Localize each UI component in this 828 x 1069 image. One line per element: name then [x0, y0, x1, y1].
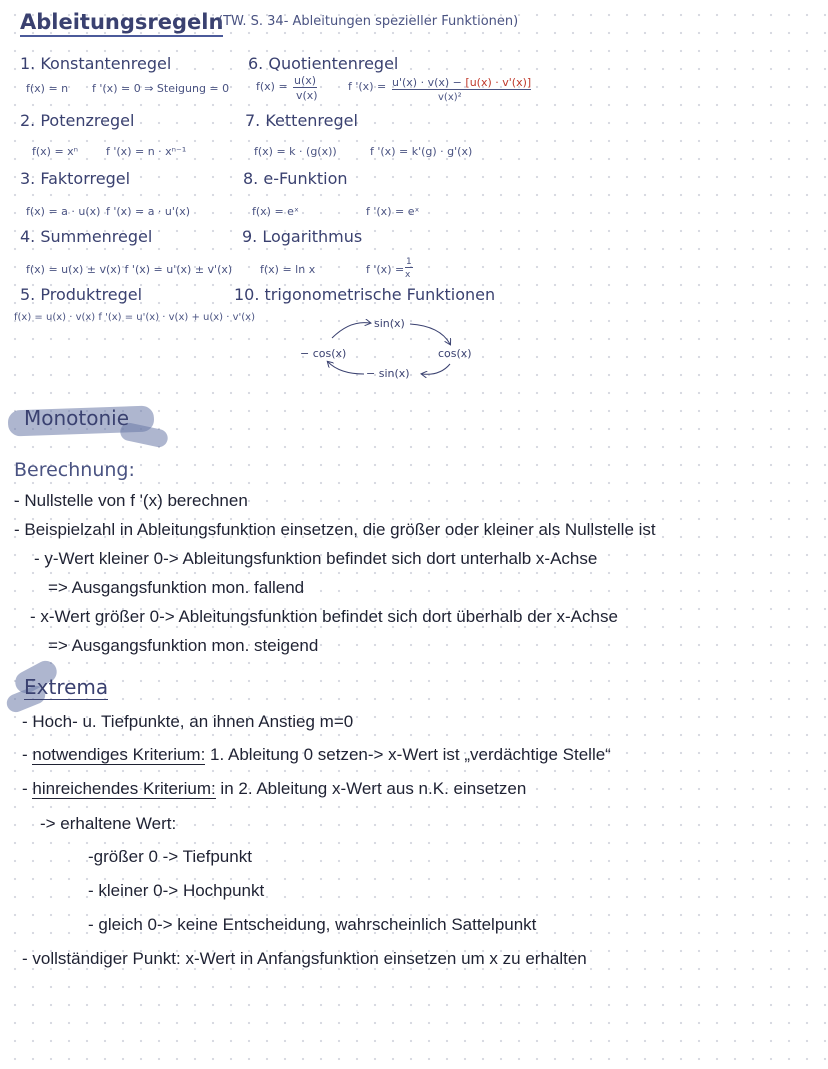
rule-8-f: f(x) = eˣ [252, 205, 299, 218]
arrow-to-sin [332, 323, 370, 338]
rule-6-f-num: u(x) [294, 74, 317, 87]
hinreichendes-kriterium-label: hinreichendes Kriterium: [32, 779, 216, 798]
arrow-to-cos [410, 324, 450, 344]
trig-neg-sin: − sin(x) [366, 367, 410, 380]
rule-6-fprime-lhs: f '(x) = [348, 80, 387, 93]
rule-8-title: 8. e-Funktion [243, 169, 348, 188]
rule-7-f: f(x) = k · (g(x)) [254, 145, 337, 158]
rule-6-f-lhs: f(x) = [256, 80, 288, 93]
rule-1-fprime: f '(x) = 0 ⇒ Steigung = 0 [92, 82, 230, 95]
rule-2-title: 2. Potenzregel [20, 111, 135, 130]
rule-6-fprime-num [392, 76, 531, 90]
rule-4-formula: f(x) = u(x) ± v(x) f '(x) = u'(x) ± v'(x) [26, 263, 233, 276]
monotonie-line-5: - x-Wert größer 0-> Ableitungsfunktion befindet sich dort überhalb der x-Achse [30, 607, 618, 626]
rule-2-fprime: f '(x) = n · xⁿ⁻¹ [106, 145, 187, 158]
monotonie-line-4: => Ausgangsfunktion mon. fallend [48, 578, 305, 597]
trig-sin: sin(x) [374, 317, 405, 330]
textbook-reference: (TW. S. 34- Ableitungen spezieller Funktionen) [218, 14, 519, 29]
rule-6-num-a: u'(x) · v(x) − [392, 76, 462, 89]
rule-9-title: 9. Logarithmus [242, 227, 363, 246]
extrema-line-8: - vollständiger Punkt: x-Wert in Anfangsfunktion einsetzen um x zu erhalten [22, 949, 587, 968]
extrema-line-5: -größer 0 -> Tiefpunkt [88, 847, 252, 866]
trig-cos: cos(x) [438, 347, 472, 360]
rule-5-title: 5. Produktregel [20, 285, 143, 304]
rule-3-title: 3. Faktorregel [20, 169, 131, 188]
rule-2-f: f(x) = xⁿ [32, 145, 79, 158]
rule-10-title: 10. trigonometrische Funktionen [234, 285, 496, 304]
monotonie-line-1: - Nullstelle von f '(x) berechnen [14, 491, 248, 510]
rule-9-fprime-num: 1 [406, 257, 412, 267]
rule-9-fprime-lhs: f '(x) = [366, 263, 405, 276]
rule-6-num-b: [u(x) · v'(x)] [465, 76, 532, 89]
rule-6-title: 6. Quotientenregel [248, 54, 399, 73]
rule-4-title: 4. Summenregel [20, 227, 153, 246]
rule-8-fprime: f '(x) = eˣ [366, 205, 420, 218]
extrema-line-1: - Hoch- u. Tiefpunkte, an ihnen Anstieg m=0 [22, 712, 354, 731]
rule-7-fprime: f '(x) = k'(g) · g'(x) [370, 145, 473, 158]
arrow-to-neg-cos [328, 362, 364, 374]
rule-3-f: f(x) = a · u(x) [26, 205, 101, 218]
calc-label: Berechnung: [14, 459, 135, 481]
rule-3-fprime: f '(x) = a · u'(x) [106, 205, 191, 218]
rule-1-f: f(x) = n [26, 82, 69, 95]
arrow-to-neg-sin [422, 364, 450, 374]
monotonie-title: Monotonie [24, 406, 130, 430]
rule-5-formula: f(x) = u(x) · v(x) f '(x) = u'(x) · v(x) + u(x) · v'(x) [14, 312, 255, 323]
extrema-line-2: - notwendiges Kriterium: 1. Ableitung 0 setzen-> x-Wert ist „verdächtige Stelle“ [22, 745, 611, 764]
rule-6-fprime-den: v(x)² [438, 92, 462, 103]
rule-1-title: 1. Konstantenregel [20, 54, 172, 73]
rule-6-f-den: v(x) [296, 89, 318, 102]
rule-7-title: 7. Kettenregel [245, 111, 358, 130]
notwendiges-kriterium-label: notwendiges Kriterium: [32, 745, 206, 764]
monotonie-line-3: - y-Wert kleiner 0-> Ableitungsfunktion befindet sich dort unterhalb x-Achse [34, 549, 598, 568]
extrema-line-3: - hinreichendes Kriterium: in 2. Ableitung x-Wert aus n.K. einsetzen [22, 779, 527, 798]
extrema-title: Extrema [24, 675, 109, 699]
extrema-line-7: - gleich 0-> keine Entscheidung, wahrscheinlich Sattelpunkt [88, 915, 537, 934]
trig-neg-cos: − cos(x) [300, 347, 347, 360]
monotonie-line-2: - Beispielzahl in Ableitungsfunktion einsetzen, die größer oder kleiner als Nullstelle ist [14, 520, 656, 539]
rule-9-fprime-den: x [405, 270, 411, 280]
extrema-line-4: -> erhaltene Wert: [40, 814, 177, 833]
monotonie-line-6: => Ausgangsfunktion mon. steigend [48, 636, 319, 655]
extrema-line-6: - kleiner 0-> Hochpunkt [88, 881, 265, 900]
rule-9-f: f(x) = ln x [260, 263, 316, 276]
page-title: Ableitungsregeln [20, 10, 223, 34]
